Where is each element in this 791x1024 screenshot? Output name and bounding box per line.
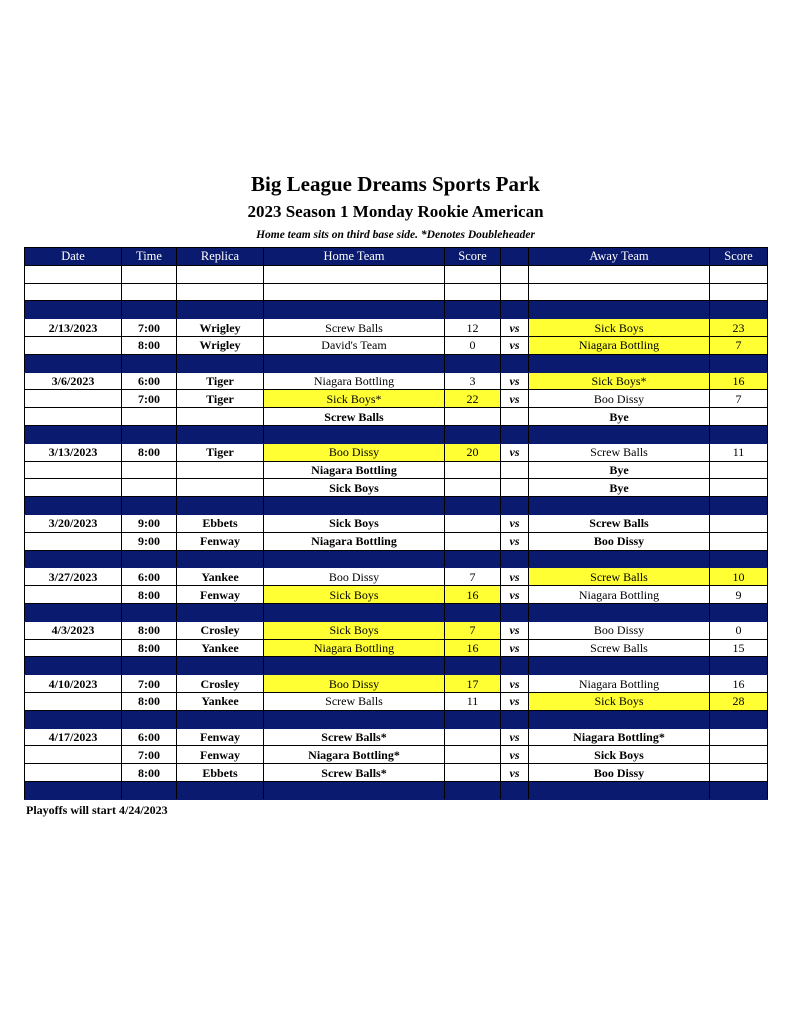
home-team-cell: Sick Boys bbox=[264, 586, 445, 604]
vs-cell: vs bbox=[501, 443, 529, 461]
replica-cell bbox=[177, 479, 264, 497]
time-cell: 6:00 bbox=[122, 372, 177, 390]
separator-cell bbox=[264, 710, 445, 728]
separator-cell bbox=[501, 603, 529, 621]
away-team-cell: Niagara Bottling bbox=[529, 675, 710, 693]
vs-cell: vs bbox=[501, 764, 529, 782]
time-cell: 7:00 bbox=[122, 319, 177, 337]
blank-cell bbox=[25, 283, 122, 301]
game-row bbox=[25, 746, 768, 764]
game-row bbox=[25, 443, 768, 461]
vs-cell: vs bbox=[501, 568, 529, 586]
separator-row bbox=[25, 425, 768, 443]
separator-cell bbox=[122, 354, 177, 372]
date-cell bbox=[25, 532, 122, 550]
blank-cell bbox=[264, 265, 445, 283]
vs-cell bbox=[501, 479, 529, 497]
vs-cell: vs bbox=[501, 514, 529, 532]
replica-cell: Yankee bbox=[177, 692, 264, 710]
time-cell: 9:00 bbox=[122, 514, 177, 532]
separator-row bbox=[25, 710, 768, 728]
header-home-score: Score bbox=[445, 248, 501, 266]
game-row bbox=[25, 372, 768, 390]
home-team-cell: Sick Boys bbox=[264, 479, 445, 497]
blank-cell bbox=[25, 265, 122, 283]
separator-cell bbox=[529, 354, 710, 372]
home-score-cell: 16 bbox=[445, 586, 501, 604]
home-score-cell: 7 bbox=[445, 568, 501, 586]
away-team-cell: Screw Balls bbox=[529, 514, 710, 532]
home-score-cell bbox=[445, 764, 501, 782]
replica-cell: Crosley bbox=[177, 675, 264, 693]
blank-cell bbox=[445, 283, 501, 301]
date-cell: 4/17/2023 bbox=[25, 728, 122, 746]
home-team-cell: Boo Dissy bbox=[264, 443, 445, 461]
game-row bbox=[25, 532, 768, 550]
game-row bbox=[25, 390, 768, 408]
date-cell bbox=[25, 586, 122, 604]
header-row bbox=[25, 248, 768, 266]
away-team-cell: Screw Balls bbox=[529, 639, 710, 657]
away-score-cell bbox=[710, 764, 768, 782]
blank-cell bbox=[501, 283, 529, 301]
away-score-cell bbox=[710, 408, 768, 426]
separator-cell bbox=[501, 354, 529, 372]
home-team-cell: Screw Balls bbox=[264, 408, 445, 426]
date-cell: 3/6/2023 bbox=[25, 372, 122, 390]
date-cell: 3/20/2023 bbox=[25, 514, 122, 532]
separator-row bbox=[25, 603, 768, 621]
game-row bbox=[25, 479, 768, 497]
separator-cell bbox=[501, 781, 529, 799]
separator-cell bbox=[264, 550, 445, 568]
away-score-cell: 7 bbox=[710, 390, 768, 408]
replica-cell bbox=[177, 408, 264, 426]
blank-cell bbox=[122, 283, 177, 301]
header-date: Date bbox=[25, 248, 122, 266]
separator-cell bbox=[25, 781, 122, 799]
replica-cell: Crosley bbox=[177, 621, 264, 639]
separator-row bbox=[25, 657, 768, 675]
away-team-cell: Boo Dissy bbox=[529, 621, 710, 639]
away-team-cell: Boo Dissy bbox=[529, 532, 710, 550]
vs-cell: vs bbox=[501, 336, 529, 354]
blank-cell bbox=[529, 265, 710, 283]
separator-cell bbox=[710, 657, 768, 675]
page-title: Big League Dreams Sports Park bbox=[251, 172, 540, 196]
separator-cell bbox=[710, 354, 768, 372]
header-vs bbox=[501, 248, 529, 266]
time-cell: 6:00 bbox=[122, 728, 177, 746]
blank-cell bbox=[710, 283, 768, 301]
home-team-cell: Niagara Bottling bbox=[264, 532, 445, 550]
home-score-cell: 12 bbox=[445, 319, 501, 337]
away-score-cell bbox=[710, 532, 768, 550]
separator-cell bbox=[529, 781, 710, 799]
game-row bbox=[25, 514, 768, 532]
separator-cell bbox=[529, 603, 710, 621]
separator-cell bbox=[264, 354, 445, 372]
replica-cell: Fenway bbox=[177, 586, 264, 604]
game-row bbox=[25, 675, 768, 693]
game-row bbox=[25, 568, 768, 586]
home-team-cell: Screw Balls* bbox=[264, 728, 445, 746]
replica-cell: Fenway bbox=[177, 746, 264, 764]
separator-cell bbox=[25, 710, 122, 728]
replica-cell: Fenway bbox=[177, 728, 264, 746]
time-cell: 7:00 bbox=[122, 675, 177, 693]
playoffs-footer: Playoffs will start 4/24/2023 bbox=[26, 803, 168, 817]
separator-cell bbox=[264, 657, 445, 675]
blank-cell bbox=[177, 283, 264, 301]
blank-cell bbox=[264, 283, 445, 301]
date-cell: 4/3/2023 bbox=[25, 621, 122, 639]
game-row bbox=[25, 639, 768, 657]
game-row bbox=[25, 764, 768, 782]
away-score-cell: 11 bbox=[710, 443, 768, 461]
separator-cell bbox=[264, 497, 445, 515]
separator-cell bbox=[445, 354, 501, 372]
separator-cell bbox=[264, 603, 445, 621]
vs-cell: vs bbox=[501, 372, 529, 390]
away-score-cell bbox=[710, 479, 768, 497]
separator-cell bbox=[177, 425, 264, 443]
separator-cell bbox=[25, 301, 122, 319]
time-cell: 8:00 bbox=[122, 336, 177, 354]
home-score-cell bbox=[445, 461, 501, 479]
separator-cell bbox=[264, 425, 445, 443]
separator-cell bbox=[177, 781, 264, 799]
date-cell bbox=[25, 408, 122, 426]
separator-cell bbox=[25, 603, 122, 621]
away-score-cell: 16 bbox=[710, 675, 768, 693]
separator-cell bbox=[501, 657, 529, 675]
schedule-note: Home team sits on third base side. *Denotes Doubleheader bbox=[256, 229, 535, 241]
game-row bbox=[25, 408, 768, 426]
time-cell: 8:00 bbox=[122, 639, 177, 657]
separator-cell bbox=[529, 425, 710, 443]
time-cell bbox=[122, 479, 177, 497]
game-row bbox=[25, 692, 768, 710]
separator-cell bbox=[122, 425, 177, 443]
blank-cell bbox=[710, 265, 768, 283]
separator-cell bbox=[710, 710, 768, 728]
home-score-cell bbox=[445, 728, 501, 746]
blank-cell bbox=[529, 283, 710, 301]
blank-cell bbox=[122, 265, 177, 283]
separator-cell bbox=[177, 354, 264, 372]
separator-cell bbox=[445, 425, 501, 443]
away-score-cell: 16 bbox=[710, 372, 768, 390]
home-team-cell: Boo Dissy bbox=[264, 568, 445, 586]
away-team-cell: Bye bbox=[529, 479, 710, 497]
away-team-cell: Screw Balls bbox=[529, 443, 710, 461]
separator-cell bbox=[529, 497, 710, 515]
home-score-cell: 17 bbox=[445, 675, 501, 693]
header-time: Time bbox=[122, 248, 177, 266]
home-score-cell bbox=[445, 408, 501, 426]
vs-cell: vs bbox=[501, 319, 529, 337]
away-team-cell: Sick Boys* bbox=[529, 372, 710, 390]
home-team-cell: Niagara Bottling bbox=[264, 639, 445, 657]
header-home-team: Home Team bbox=[264, 248, 445, 266]
date-cell bbox=[25, 692, 122, 710]
separator-cell bbox=[710, 550, 768, 568]
blank-row bbox=[25, 265, 768, 283]
home-score-cell bbox=[445, 532, 501, 550]
replica-cell: Wrigley bbox=[177, 336, 264, 354]
date-cell: 3/13/2023 bbox=[25, 443, 122, 461]
separator-cell bbox=[25, 354, 122, 372]
vs-cell: vs bbox=[501, 675, 529, 693]
home-team-cell: Sick Boys bbox=[264, 621, 445, 639]
separator-cell bbox=[710, 425, 768, 443]
home-score-cell bbox=[445, 746, 501, 764]
time-cell: 8:00 bbox=[122, 692, 177, 710]
separator-cell bbox=[25, 550, 122, 568]
separator-cell bbox=[177, 710, 264, 728]
separator-cell bbox=[529, 710, 710, 728]
blank-row bbox=[25, 283, 768, 301]
separator-cell bbox=[445, 710, 501, 728]
game-row bbox=[25, 461, 768, 479]
away-score-cell bbox=[710, 728, 768, 746]
home-score-cell: 20 bbox=[445, 443, 501, 461]
away-score-cell bbox=[710, 746, 768, 764]
separator-cell bbox=[122, 301, 177, 319]
separator-cell bbox=[264, 301, 445, 319]
separator-cell bbox=[501, 497, 529, 515]
page-subtitle: 2023 Season 1 Monday Rookie American bbox=[247, 202, 544, 221]
vs-cell: vs bbox=[501, 746, 529, 764]
separator-cell bbox=[122, 603, 177, 621]
game-row bbox=[25, 621, 768, 639]
vs-cell: vs bbox=[501, 390, 529, 408]
away-score-cell: 10 bbox=[710, 568, 768, 586]
separator-cell bbox=[501, 425, 529, 443]
away-score-cell bbox=[710, 461, 768, 479]
home-team-cell: Boo Dissy bbox=[264, 675, 445, 693]
home-team-cell: David's Team bbox=[264, 336, 445, 354]
separator-cell bbox=[710, 781, 768, 799]
date-cell bbox=[25, 461, 122, 479]
separator-cell bbox=[25, 497, 122, 515]
home-team-cell: Screw Balls* bbox=[264, 764, 445, 782]
home-team-cell: Sick Boys bbox=[264, 514, 445, 532]
separator-cell bbox=[122, 550, 177, 568]
away-score-cell: 9 bbox=[710, 586, 768, 604]
separator-cell bbox=[177, 657, 264, 675]
time-cell: 8:00 bbox=[122, 443, 177, 461]
separator-cell bbox=[501, 301, 529, 319]
away-score-cell: 15 bbox=[710, 639, 768, 657]
separator-cell bbox=[445, 301, 501, 319]
date-cell bbox=[25, 479, 122, 497]
game-row bbox=[25, 319, 768, 337]
separator-cell bbox=[122, 710, 177, 728]
away-team-cell: Bye bbox=[529, 408, 710, 426]
separator-cell bbox=[710, 603, 768, 621]
separator-cell bbox=[529, 301, 710, 319]
replica-cell: Yankee bbox=[177, 568, 264, 586]
away-score-cell: 0 bbox=[710, 621, 768, 639]
away-score-cell bbox=[710, 514, 768, 532]
header-away-team: Away Team bbox=[529, 248, 710, 266]
separator-cell bbox=[177, 603, 264, 621]
date-cell bbox=[25, 746, 122, 764]
game-row bbox=[25, 728, 768, 746]
replica-cell: Ebbets bbox=[177, 764, 264, 782]
separator-row bbox=[25, 781, 768, 799]
time-cell bbox=[122, 408, 177, 426]
game-row bbox=[25, 336, 768, 354]
date-cell: 2/13/2023 bbox=[25, 319, 122, 337]
replica-cell: Tiger bbox=[177, 390, 264, 408]
away-team-cell: Niagara Bottling bbox=[529, 586, 710, 604]
home-score-cell: 0 bbox=[445, 336, 501, 354]
home-score-cell: 7 bbox=[445, 621, 501, 639]
home-team-cell: Sick Boys* bbox=[264, 390, 445, 408]
away-team-cell: Boo Dissy bbox=[529, 764, 710, 782]
vs-cell: vs bbox=[501, 621, 529, 639]
away-team-cell: Niagara Bottling bbox=[529, 336, 710, 354]
home-score-cell bbox=[445, 479, 501, 497]
separator-cell bbox=[122, 781, 177, 799]
date-cell bbox=[25, 390, 122, 408]
date-cell bbox=[25, 764, 122, 782]
away-score-cell: 28 bbox=[710, 692, 768, 710]
separator-cell bbox=[501, 710, 529, 728]
separator-cell bbox=[122, 497, 177, 515]
home-team-cell: Niagara Bottling bbox=[264, 372, 445, 390]
time-cell: 8:00 bbox=[122, 586, 177, 604]
home-score-cell: 3 bbox=[445, 372, 501, 390]
vs-cell: vs bbox=[501, 692, 529, 710]
away-team-cell: Screw Balls bbox=[529, 568, 710, 586]
home-team-cell: Niagara Bottling* bbox=[264, 746, 445, 764]
separator-row bbox=[25, 301, 768, 319]
blank-cell bbox=[177, 265, 264, 283]
home-team-cell: Screw Balls bbox=[264, 692, 445, 710]
separator-cell bbox=[177, 301, 264, 319]
separator-row bbox=[25, 354, 768, 372]
blank-cell bbox=[501, 265, 529, 283]
replica-cell: Wrigley bbox=[177, 319, 264, 337]
date-cell bbox=[25, 336, 122, 354]
vs-cell: vs bbox=[501, 639, 529, 657]
separator-row bbox=[25, 550, 768, 568]
date-cell bbox=[25, 639, 122, 657]
time-cell: 7:00 bbox=[122, 746, 177, 764]
away-team-cell: Sick Boys bbox=[529, 692, 710, 710]
separator-cell bbox=[529, 657, 710, 675]
game-row bbox=[25, 586, 768, 604]
blank-cell bbox=[445, 265, 501, 283]
replica-cell: Ebbets bbox=[177, 514, 264, 532]
schedule-table bbox=[24, 247, 768, 800]
replica-cell: Tiger bbox=[177, 372, 264, 390]
replica-cell: Tiger bbox=[177, 443, 264, 461]
time-cell bbox=[122, 461, 177, 479]
away-team-cell: Sick Boys bbox=[529, 746, 710, 764]
vs-cell: vs bbox=[501, 532, 529, 550]
separator-cell bbox=[25, 425, 122, 443]
replica-cell: Yankee bbox=[177, 639, 264, 657]
separator-cell bbox=[264, 781, 445, 799]
vs-cell bbox=[501, 408, 529, 426]
away-team-cell: Bye bbox=[529, 461, 710, 479]
header-away-score: Score bbox=[710, 248, 768, 266]
home-score-cell: 16 bbox=[445, 639, 501, 657]
away-team-cell: Sick Boys bbox=[529, 319, 710, 337]
date-cell: 4/10/2023 bbox=[25, 675, 122, 693]
separator-cell bbox=[710, 497, 768, 515]
separator-cell bbox=[122, 657, 177, 675]
separator-cell bbox=[445, 550, 501, 568]
vs-cell bbox=[501, 461, 529, 479]
separator-cell bbox=[529, 550, 710, 568]
away-team-cell: Boo Dissy bbox=[529, 390, 710, 408]
separator-cell bbox=[710, 301, 768, 319]
separator-cell bbox=[445, 497, 501, 515]
separator-cell bbox=[25, 657, 122, 675]
replica-cell bbox=[177, 461, 264, 479]
home-score-cell bbox=[445, 514, 501, 532]
replica-cell: Fenway bbox=[177, 532, 264, 550]
time-cell: 9:00 bbox=[122, 532, 177, 550]
separator-cell bbox=[445, 603, 501, 621]
separator-cell bbox=[177, 550, 264, 568]
time-cell: 8:00 bbox=[122, 764, 177, 782]
away-score-cell: 7 bbox=[710, 336, 768, 354]
vs-cell: vs bbox=[501, 586, 529, 604]
home-team-cell: Screw Balls bbox=[264, 319, 445, 337]
separator-cell bbox=[177, 497, 264, 515]
header-replica: Replica bbox=[177, 248, 264, 266]
time-cell: 6:00 bbox=[122, 568, 177, 586]
home-team-cell: Niagara Bottling bbox=[264, 461, 445, 479]
time-cell: 8:00 bbox=[122, 621, 177, 639]
vs-cell: vs bbox=[501, 728, 529, 746]
home-score-cell: 11 bbox=[445, 692, 501, 710]
away-team-cell: Niagara Bottling* bbox=[529, 728, 710, 746]
time-cell: 7:00 bbox=[122, 390, 177, 408]
home-score-cell: 22 bbox=[445, 390, 501, 408]
separator-cell bbox=[445, 781, 501, 799]
separator-cell bbox=[445, 657, 501, 675]
separator-row bbox=[25, 497, 768, 515]
schedule-body bbox=[25, 265, 768, 799]
away-score-cell: 23 bbox=[710, 319, 768, 337]
separator-cell bbox=[501, 550, 529, 568]
date-cell: 3/27/2023 bbox=[25, 568, 122, 586]
